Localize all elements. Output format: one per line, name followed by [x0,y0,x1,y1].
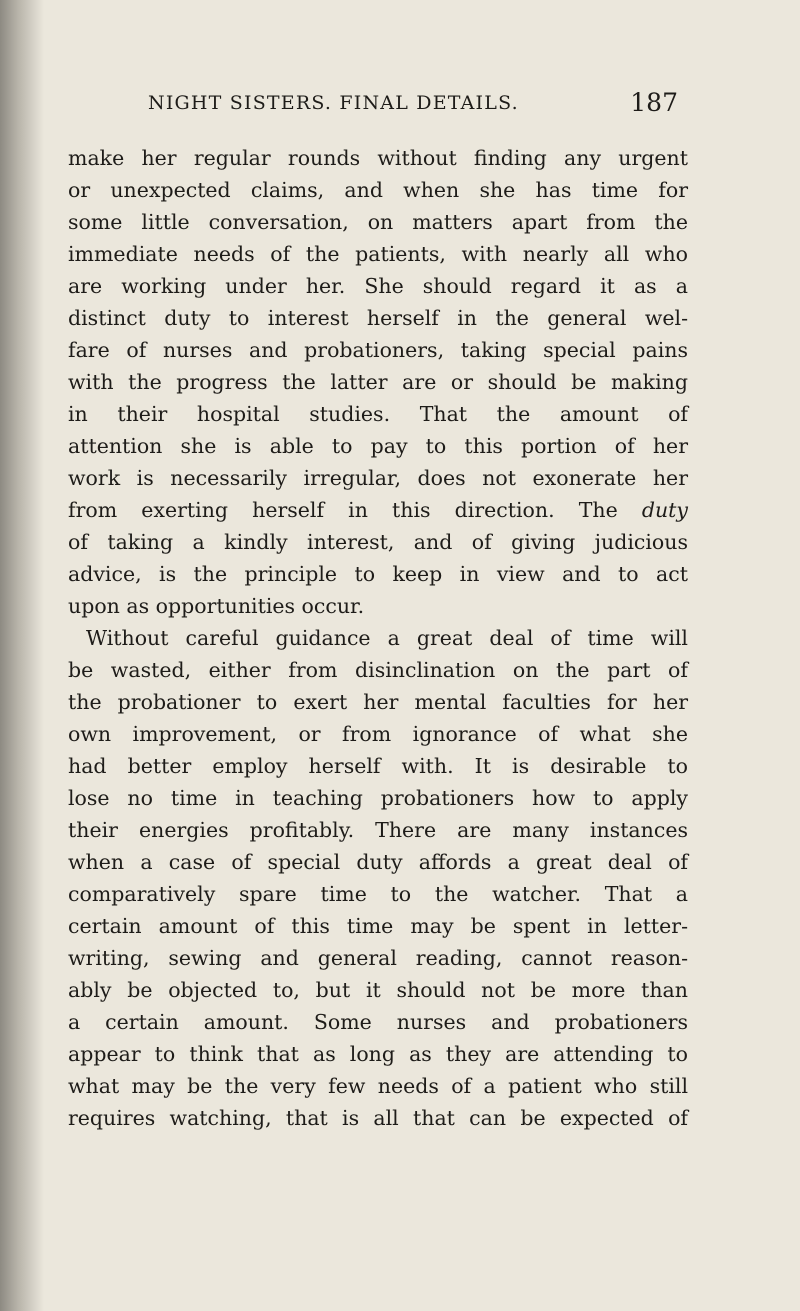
text-line-1: make her regular rounds without finding any urgent [68,146,688,170]
text-line-27: ably be objected to, but it should not be more than [68,978,688,1002]
text-line-5: are working under her. She should regard it as a [68,274,688,298]
text-line-13: of taking a kindly interest, and of giving judicious [68,530,688,554]
text-line-24: comparatively spare time to the watcher. That a [68,882,688,906]
text-line-3: some little conversation, on matters apart from the [68,210,688,234]
text-line-26: writing, sewing and general reading, cannot reason- [68,946,688,970]
text-line-29: appear to think that as long as they are attending to [68,1042,688,1066]
text-line-16: Without careful guidance a great deal of time will [86,626,688,650]
text-line-14: advice, is the principle to keep in view and to act [68,562,688,586]
text-line-25: certain amount of this time may be spent in letter- [68,914,688,938]
header-title: NIGHT SISTERS. FINAL DETAILS. [148,92,519,114]
text-line-12-text: from exerting herself in this direction. The [68,498,618,522]
text-line-15: upon as opportunities occur. [68,594,365,618]
text-line-17: be wasted, either from disinclination on the part of [68,658,688,682]
text-line-2: or unexpected claims, and when she has time for [68,178,688,202]
text-line-18: the probationer to exert her mental faculties for her [68,690,688,714]
text-line-21: lose no time in teaching probationers how to apply [68,786,688,810]
text-line-23: when a case of special duty affords a great deal of [68,850,688,874]
text-line-11: work is necessarily irregular, does not exonerate her [68,466,688,490]
page-number: 187 [630,88,678,117]
text-line-7: fare of nurses and probationers, taking special pains [68,338,688,362]
text-line-20: had better employ herself with. It is desirable to [68,754,688,778]
text-line-30: what may be the very few needs of a patient who still [68,1074,688,1098]
body-text [68,142,688,1292]
text-line-19: own improvement, or from ignorance of what she [68,722,688,746]
text-line-4: immediate needs of the patients, with nearly all who [68,242,688,266]
text-line-22: their energies profitably. There are many instances [68,818,688,842]
running-header [148,88,678,122]
italic-word-duty: duty [641,498,688,522]
text-line-28: a certain amount. Some nurses and probationers [68,1010,688,1034]
text-line-10: attention she is able to pay to this portion of her [68,434,688,458]
text-line-8: with the progress the latter are or should be making [68,370,688,394]
text-line-31: requires watching, that is all that can be expected of [68,1106,688,1130]
text-line-9: in their hospital studies. That the amount of [68,402,688,426]
text-line-6: distinct duty to interest herself in the general wel- [68,306,688,330]
text-line-12 [68,494,688,526]
